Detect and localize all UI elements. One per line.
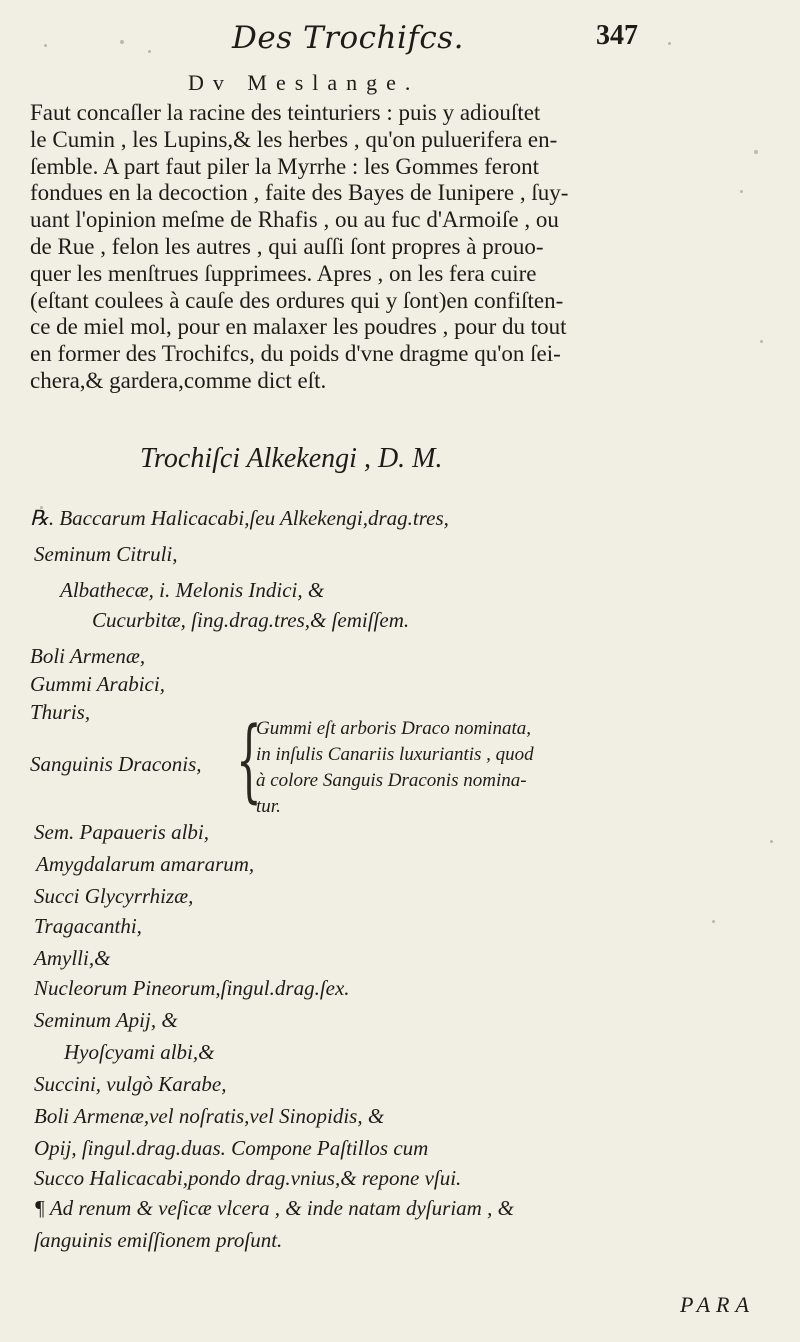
recipe-line: ℞. Baccarum Halicacabi,ſeu Alkekengi,drag.tres, (30, 506, 449, 530)
recipe-line: Thuris, (30, 700, 91, 724)
running-title: Des Trochifcs. (232, 20, 464, 56)
body-paragraph (30, 100, 716, 395)
recipe-line: Albathecæ, i. Melonis Indici, & (60, 578, 325, 602)
curly-brace: { (236, 708, 262, 813)
recipe-line: Sanguinis Draconis, (30, 752, 202, 776)
text-line: de Rue , felon les autres , qui auſſi ſont propres à prouo- (30, 233, 544, 259)
recipe-line: Hyoſcyami albi,& (64, 1040, 215, 1064)
note-line: à colore Sanguis Draconis nomina- (256, 770, 527, 791)
text-line: uant l'opinion meſme de Rhafis , ou au fuc d'Armoiſe , ou (30, 207, 559, 233)
recipe-line: Amylli,& (34, 946, 111, 970)
text-line: Faut concaſler la racine des teinturiers : puis y adiouſtet (30, 100, 541, 125)
text-line: fondues en la decoction , faite des Bayes de Iunipere , ſuy- (30, 180, 569, 206)
recipe-line: Boli Armenæ,vel noſratis,vel Sinopidis, & (34, 1104, 385, 1128)
text-line: chera,& gardera,comme dict eſt. (30, 367, 327, 393)
text-line: (eſtant coulees à cauſe des ordures qui y ſont)en confiſten- (30, 287, 564, 313)
text-line: ce de miel mol, pour en malaxer les poudres , pour du tout (30, 314, 567, 340)
recipe-title: Trochiſci Alkekengi , D. M. (140, 443, 443, 474)
recipe-line: Seminum Citruli, (34, 542, 178, 566)
catchword: PARA (680, 1292, 755, 1317)
recipe-line: Seminum Apij, & (34, 1008, 178, 1032)
recipe-line: Boli Armenæ, (30, 644, 146, 668)
recipe-line: Gummi Arabici, (30, 672, 165, 696)
ink-speck (770, 840, 773, 843)
running-header (0, 18, 800, 58)
text-line: ſemble. A part faut piler la Myrrhe : les Gommes feront (30, 153, 540, 179)
recipe-line: Sem. Papaueris albi, (34, 820, 209, 844)
note-line: in inſulis Canariis luxuriantis , quod (256, 744, 534, 765)
recipe-line: Succini, vulgò Karabe, (34, 1072, 227, 1096)
ink-speck (754, 150, 758, 154)
recipe-line: ſanguinis emiſſionem proſunt. (34, 1228, 283, 1252)
section-heading: Dv Meslange. (188, 70, 420, 95)
note-line: Gummi eſt arboris Draco nominata, (256, 718, 531, 739)
recipe-line: Opij, ſingul.drag.duas. Compone Paſtillos cum (34, 1136, 429, 1160)
recipe-line: Succi Glycyrrhizæ, (34, 884, 194, 908)
text-line: en former des Trochifcs, du poids d'vne dragme qu'on ſei- (30, 341, 561, 367)
note-line: tur. (256, 796, 281, 817)
ink-speck (760, 340, 763, 343)
recipe-line: ¶ Ad renum & veſicæ vlcera , & inde natam dyſuriam , & (34, 1196, 514, 1220)
text-line: quer les menſtrues ſupprimees. Apres , on les fera cuire (30, 260, 537, 286)
text-line: le Cumin , les Lupins,& les herbes , qu'on puluerifera en- (30, 126, 558, 152)
recipe-line: Cucurbitæ, ſing.drag.tres,& ſemiſſem. (92, 608, 410, 632)
recipe-line: Amygdalarum amararum, (36, 852, 255, 876)
page-number: 347 (596, 20, 638, 51)
recipe-line: Succo Halicacabi,pondo drag.vnius,& repone vſui. (34, 1166, 462, 1190)
recipe-line: Tragacanthi, (34, 914, 142, 938)
recipe-line: Nucleorum Pineorum,ſingul.drag.ſex. (34, 976, 350, 1000)
marginal-note (256, 716, 726, 820)
ink-speck (740, 190, 743, 193)
